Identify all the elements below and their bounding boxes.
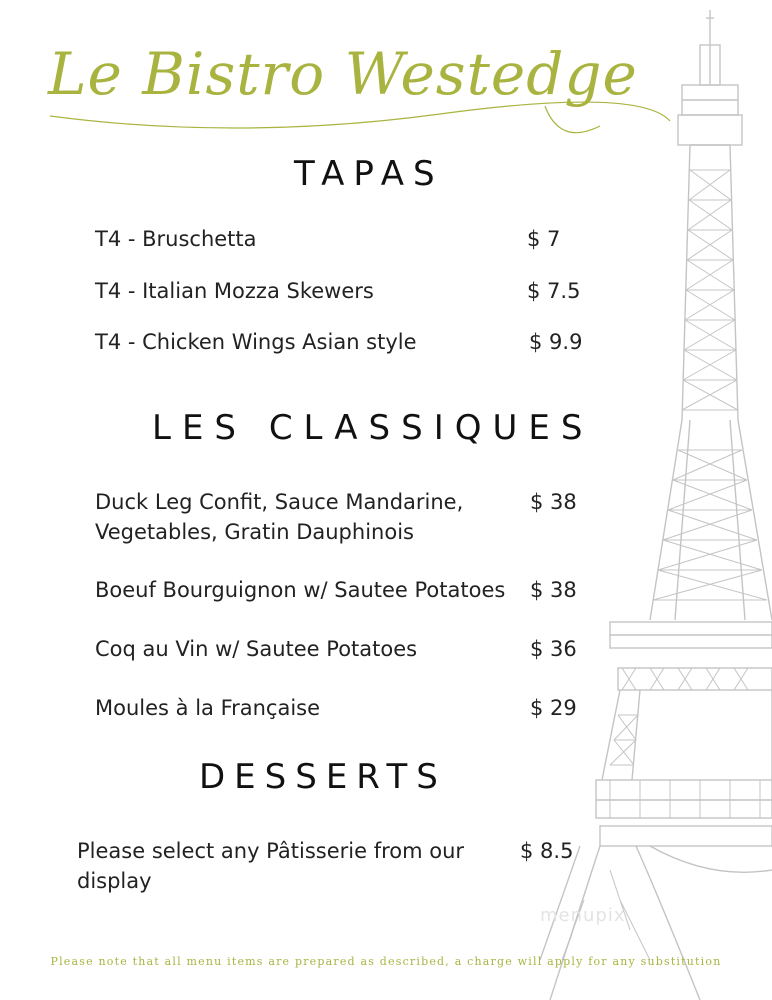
menu-item-price: $ 29 — [530, 696, 577, 720]
watermark: menupix — [540, 905, 626, 926]
menu-item-name: Moules à la Française — [95, 696, 321, 720]
menu-item-name: T4 - Bruschetta — [95, 227, 257, 251]
menu-item-price: $ 38 — [530, 578, 577, 602]
menu-item-price: $ 38 — [530, 490, 577, 514]
menu-item-name-continued: display — [77, 869, 152, 893]
menu-item-price: $ 7 — [527, 227, 561, 251]
menu-item-price: $ 36 — [530, 637, 577, 661]
footer-note: Please note that all menu items are prepared as described, a charge will apply for any substitution — [50, 955, 722, 968]
menu-item-name: Please select any Pâtisserie from our — [77, 839, 465, 863]
menu-item-name: Coq au Vin w/ Sautee Potatoes — [95, 637, 418, 661]
menu-item-name: Duck Leg Confit, Sauce Mandarine, — [95, 490, 464, 514]
brand-flourish-decoration — [40, 96, 680, 156]
menu-item-price: $ 9.9 — [529, 330, 583, 354]
menu-item-name: Boeuf Bourguignon w/ Sautee Potatoes — [95, 578, 506, 602]
menu-item-price: $ 7.5 — [527, 279, 581, 303]
menu-item-name: T4 - Chicken Wings Asian style — [95, 330, 417, 354]
section-title-desserts: DESSERTS — [199, 757, 447, 797]
menu-item-name-continued: Vegetables, Gratin Dauphinois — [95, 520, 414, 544]
menu-item-price: $ 8.5 — [520, 839, 574, 863]
section-title-les-classiques: LES CLASSIQUES — [152, 408, 594, 448]
menu-item-name: T4 - Italian Mozza Skewers — [95, 279, 374, 303]
section-title-tapas: TAPAS — [294, 154, 444, 194]
restaurant-name: Le Bistro Westedge — [48, 40, 638, 108]
